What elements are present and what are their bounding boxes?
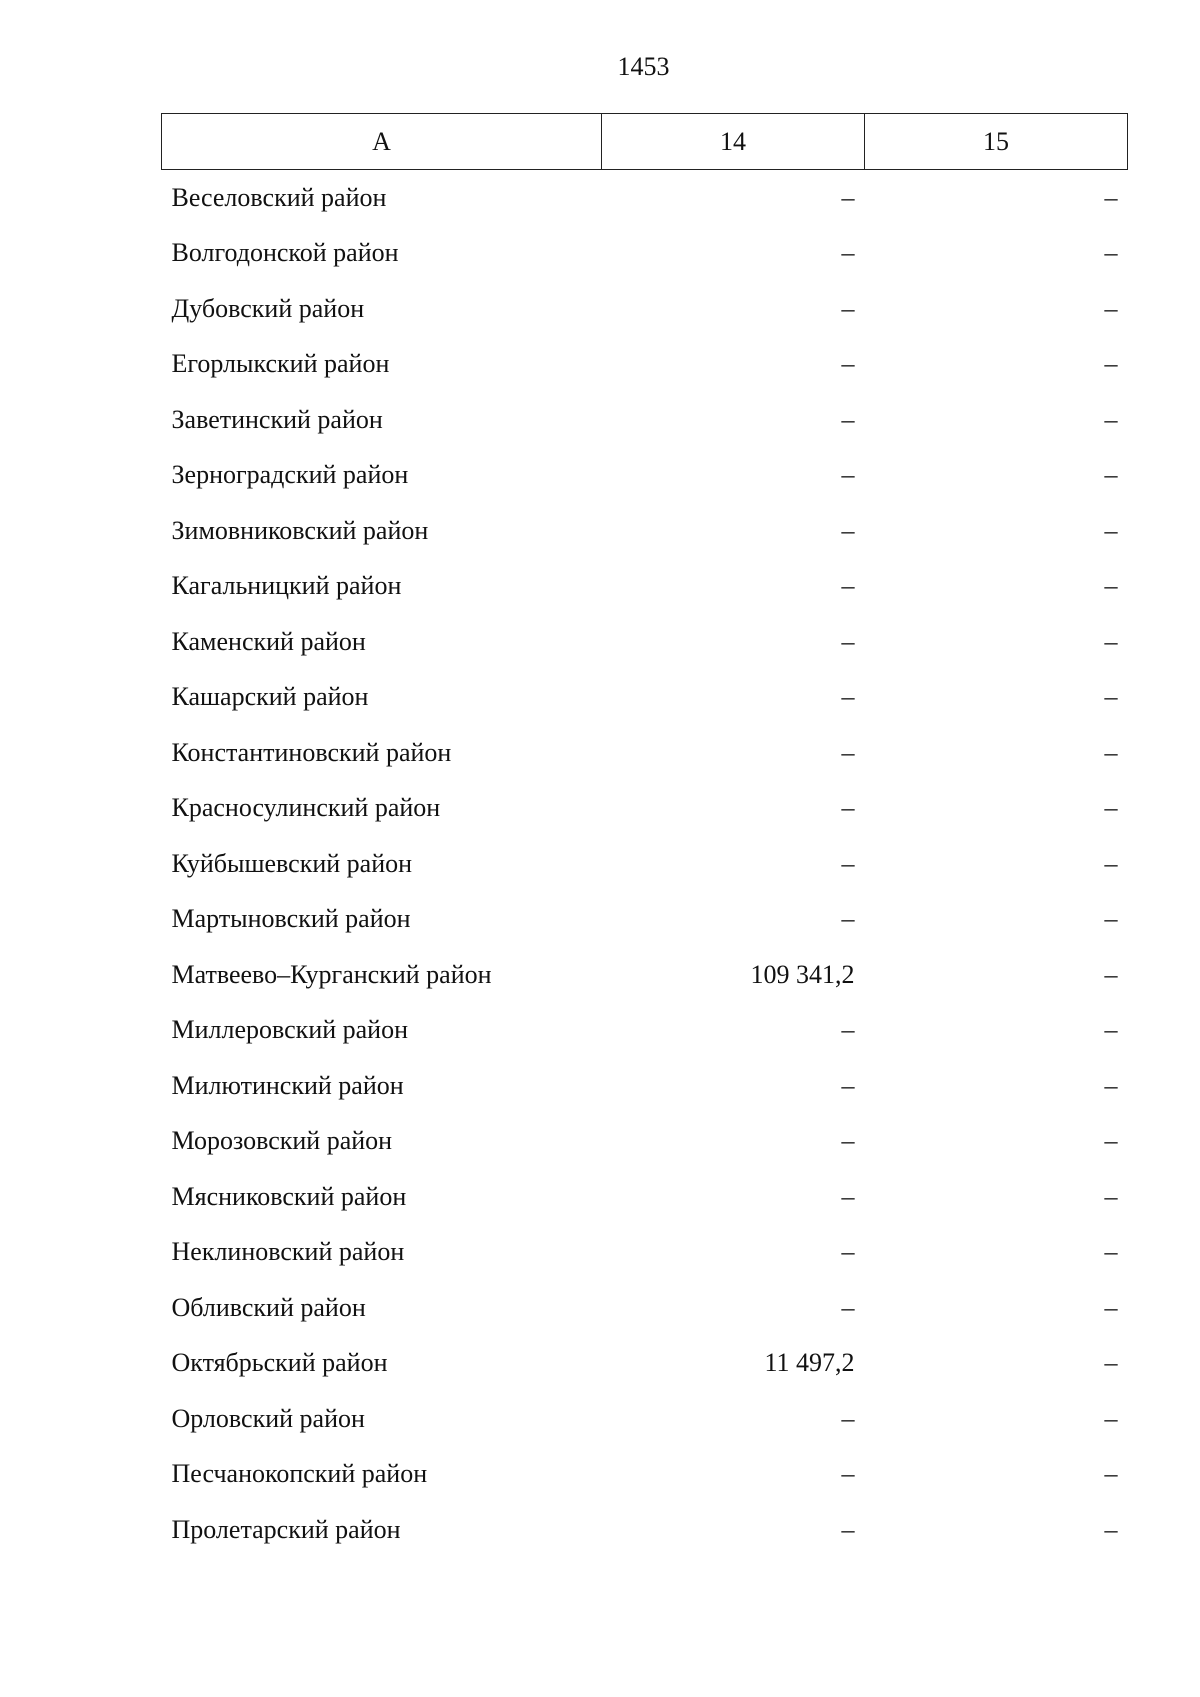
- district-name: Веселовский район: [171, 182, 387, 212]
- value-col-14: –: [841, 1459, 855, 1489]
- district-name: Красносулинский район: [171, 793, 441, 823]
- page-number: 1453: [617, 52, 670, 81]
- value-col-15: –: [1104, 959, 1118, 989]
- table-row: [162, 281, 1128, 337]
- value-col-14: –: [841, 904, 855, 934]
- value-col-15: –: [1104, 1403, 1118, 1433]
- value-col-15: –: [1104, 1181, 1118, 1211]
- value-col-14: –: [841, 293, 855, 323]
- table-row: [162, 947, 1128, 1003]
- table-row: [162, 392, 1128, 448]
- value-col-14: –: [841, 349, 855, 379]
- table-row: [162, 337, 1128, 393]
- district-name: Морозовский район: [171, 1126, 393, 1156]
- value-col-14: –: [841, 1292, 855, 1322]
- district-name: Мясниковский район: [171, 1181, 407, 1211]
- district-name: Зимовниковский район: [171, 515, 429, 545]
- district-name: Куйбышевский район: [171, 848, 413, 878]
- table-row: [162, 614, 1128, 670]
- value-col-15: –: [1104, 1514, 1118, 1544]
- value-col-14: –: [841, 182, 855, 212]
- table-row: [162, 1391, 1128, 1447]
- table-row: [162, 725, 1128, 781]
- value-col-15: –: [1104, 238, 1118, 268]
- table-row: [162, 1280, 1128, 1336]
- district-name: Егорлыкский район: [171, 349, 390, 379]
- value-col-14: –: [841, 1015, 855, 1045]
- table-row: [162, 892, 1128, 948]
- value-col-14: –: [841, 626, 855, 656]
- district-name: Октябрьский район: [171, 1348, 388, 1378]
- value-col-14: –: [841, 571, 855, 601]
- value-col-14: –: [841, 1237, 855, 1267]
- district-name: Константиновский район: [171, 737, 452, 767]
- table-row: [162, 1225, 1128, 1281]
- value-col-15: –: [1104, 1126, 1118, 1156]
- table-row: [162, 448, 1128, 504]
- value-col-14: –: [841, 238, 855, 268]
- value-col-14: 109 341,2: [750, 959, 855, 989]
- district-name: Каменский район: [171, 626, 366, 656]
- value-col-14: –: [841, 848, 855, 878]
- column-header-15: 15: [865, 114, 1128, 170]
- column-header-14: 14: [602, 114, 865, 170]
- value-col-15: –: [1104, 1070, 1118, 1100]
- table-row: [162, 1502, 1128, 1558]
- district-name: Волгодонской район: [171, 238, 399, 268]
- value-col-15: –: [1104, 1292, 1118, 1322]
- value-col-15: –: [1104, 571, 1118, 601]
- value-col-14: –: [841, 1070, 855, 1100]
- district-name: Кашарский район: [171, 682, 369, 712]
- table-row: [162, 1114, 1128, 1170]
- value-col-15: –: [1104, 737, 1118, 767]
- district-name: Мартыновский район: [171, 904, 411, 934]
- table-row: [162, 226, 1128, 282]
- district-name: Неклиновский район: [171, 1237, 405, 1267]
- value-col-15: –: [1104, 293, 1118, 323]
- value-col-14: –: [841, 460, 855, 490]
- table-row: [162, 559, 1128, 615]
- value-col-15: –: [1104, 793, 1118, 823]
- district-name: Матвеево–Курганский район: [171, 959, 492, 989]
- value-col-14: –: [841, 682, 855, 712]
- table-row: [162, 1003, 1128, 1059]
- table-row: [162, 836, 1128, 892]
- value-col-14: –: [841, 1403, 855, 1433]
- district-name: Песчанокопский район: [171, 1459, 428, 1489]
- column-header-name: А: [162, 114, 602, 170]
- value-col-15: –: [1104, 349, 1118, 379]
- district-name: Зерноградский район: [171, 460, 409, 490]
- table-row: [162, 1336, 1128, 1392]
- value-col-14: –: [841, 737, 855, 767]
- header-row: [162, 114, 1128, 170]
- value-col-15: –: [1104, 404, 1118, 434]
- value-col-15: –: [1104, 682, 1118, 712]
- table-row: [162, 1169, 1128, 1225]
- value-col-14: –: [841, 404, 855, 434]
- district-name: Обливский район: [171, 1292, 366, 1322]
- table-row: [162, 1058, 1128, 1114]
- table-row: [162, 170, 1128, 226]
- district-name: Кагальницкий район: [171, 571, 402, 601]
- value-col-15: –: [1104, 1015, 1118, 1045]
- table-row: [162, 1447, 1128, 1503]
- value-col-14: –: [841, 1514, 855, 1544]
- value-col-14: –: [841, 515, 855, 545]
- value-col-15: –: [1104, 1459, 1118, 1489]
- table-row: [162, 503, 1128, 559]
- district-name: Орловский район: [171, 1403, 365, 1433]
- data-table: [161, 113, 1128, 1558]
- value-col-15: –: [1104, 1348, 1118, 1378]
- value-col-15: –: [1104, 626, 1118, 656]
- district-name: Миллеровский район: [171, 1015, 409, 1045]
- table-row: [162, 670, 1128, 726]
- table-row: [162, 781, 1128, 837]
- district-name: Заветинский район: [171, 404, 383, 434]
- value-col-15: –: [1104, 182, 1118, 212]
- value-col-14: –: [841, 1126, 855, 1156]
- value-col-14: –: [841, 1181, 855, 1211]
- value-col-15: –: [1104, 460, 1118, 490]
- value-col-15: –: [1104, 904, 1118, 934]
- value-col-15: –: [1104, 1237, 1118, 1267]
- value-col-15: –: [1104, 848, 1118, 878]
- district-name: Дубовский район: [171, 293, 365, 323]
- value-col-14: –: [841, 793, 855, 823]
- value-col-14: 11 497,2: [764, 1348, 855, 1378]
- district-name: Пролетарский район: [171, 1514, 401, 1544]
- value-col-15: –: [1104, 515, 1118, 545]
- district-name: Милютинский район: [171, 1070, 404, 1100]
